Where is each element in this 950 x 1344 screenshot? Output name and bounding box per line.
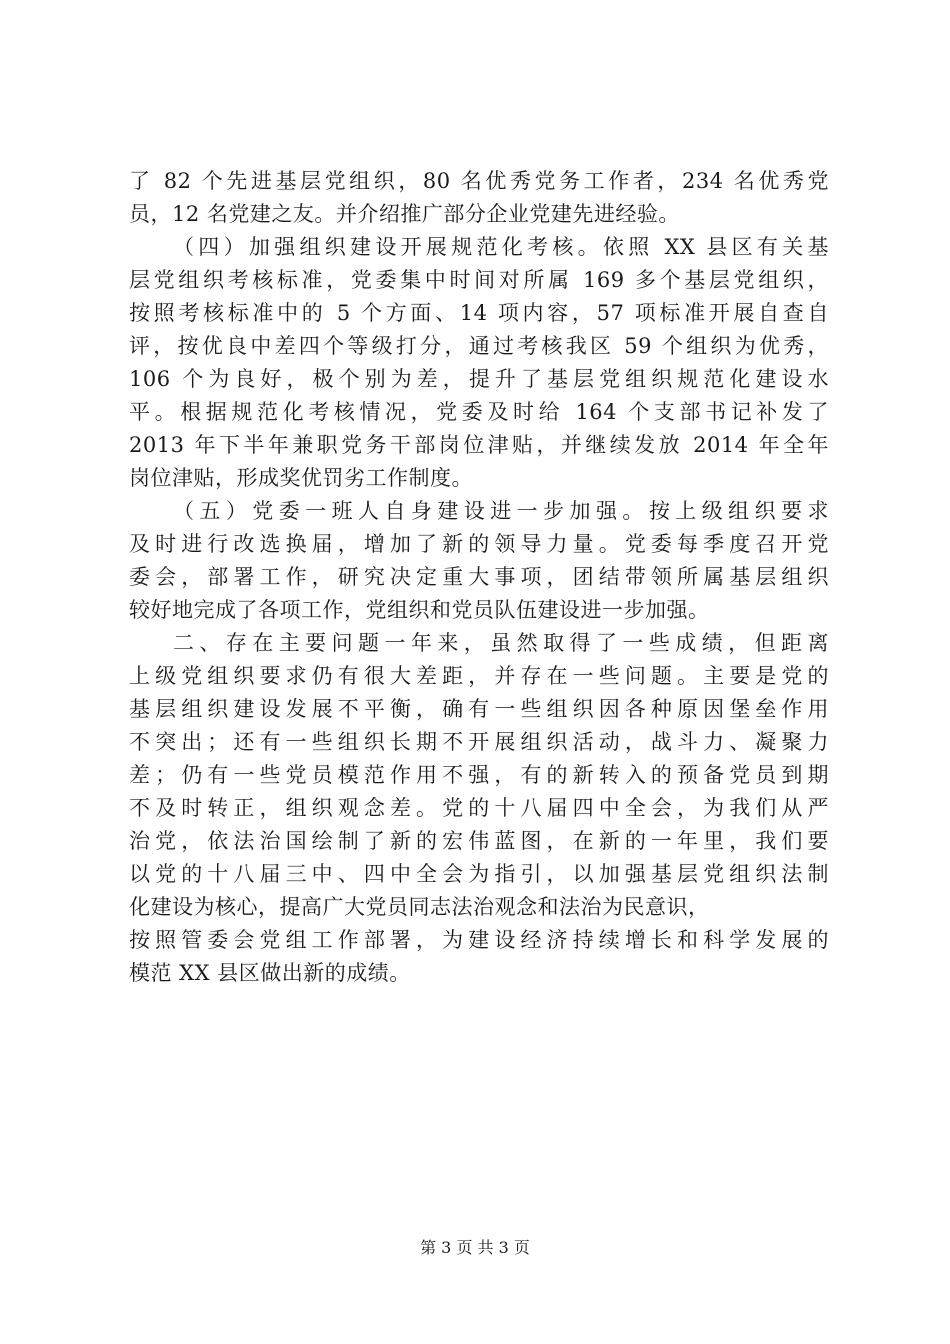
text-line: 员，12 名党建之友。并介绍推广部分企业党建先进经验。 bbox=[129, 202, 680, 226]
text-line: 岗位津贴，形成奖优罚劣工作制度。 bbox=[129, 466, 473, 490]
text-line: 评，按优良中差四个等级打分，通过考核我区 59 个组织为优秀， bbox=[129, 334, 829, 358]
text-line: 治党，依法治国绘制了新的宏伟蓝图，在新的一年里，我们要 bbox=[129, 829, 829, 853]
section-heading-line: （四）加强组织建设开展规范化考核。依照 XX 县区有关基 bbox=[173, 235, 829, 259]
text-line: 差；仍有一些党员模范作用不强，有的新转入的预备党员到期 bbox=[129, 763, 829, 787]
text-line: 106 个为良好，极个别为差，提升了基层党组织规范化建设水 bbox=[129, 367, 829, 391]
text-line: 及时进行改选换届，增加了新的领导力量。党委每季度召开党 bbox=[129, 532, 829, 556]
text-line: 较好地完成了各项工作，党组织和党员队伍建设进一步加强。 bbox=[129, 598, 710, 622]
text-line: 不突出；还有一些组织长期不开展组织活动，战斗力、凝聚力 bbox=[129, 730, 829, 754]
text-line: 2013 年下半年兼职党务干部岗位津贴，并继续发放 2014 年全年 bbox=[129, 433, 829, 457]
text-line: 模范 XX 县区做出新的成绩。 bbox=[129, 961, 411, 985]
text-line: 按照考核标准中的 5 个方面、14 项内容，57 项标准开展自查自 bbox=[129, 301, 829, 325]
text-line: 平。根据规范化考核情况，党委及时给 164 个支部书记补发了 bbox=[129, 400, 829, 424]
text-line: 层党组织考核标准，党委集中时间对所属 169 多个基层党组织， bbox=[129, 268, 829, 292]
text-line: 了 82 个先进基层党组织，80 名优秀党务工作者，234 名优秀党 bbox=[129, 169, 829, 193]
text-line: 不及时转正，组织观念差。党的十八届四中全会，为我们从严 bbox=[129, 796, 829, 820]
text-line: 基层组织建设发展不平衡，确有一些组织因各种原因堡垒作用 bbox=[129, 697, 829, 721]
text-line: 以党的十八届三中、四中全会为指引，以加强基层党组织法制 bbox=[129, 862, 829, 886]
text-line: 委会，部署工作，研究决定重大事项，团结带领所属基层组织 bbox=[129, 565, 829, 589]
section-heading-line: 二、存在主要问题一年来，虽然取得了一些成绩，但距离 bbox=[173, 631, 829, 655]
text-line: 化建设为核心，提高广大党员同志法治观念和法治为民意识， bbox=[129, 895, 710, 919]
page-number-footer: 第 3 页 共 3 页 bbox=[420, 1238, 530, 1257]
text-line: 上级党组织要求仍有很大差距，并存在一些问题。主要是党的 bbox=[129, 664, 829, 688]
text-line: 按照管委会党组工作部署，为建设经济持续增长和科学发展的 bbox=[129, 928, 829, 952]
section-heading-line: （五）党委一班人自身建设进一步加强。按上级组织要求 bbox=[173, 499, 829, 523]
document-body bbox=[129, 165, 829, 990]
